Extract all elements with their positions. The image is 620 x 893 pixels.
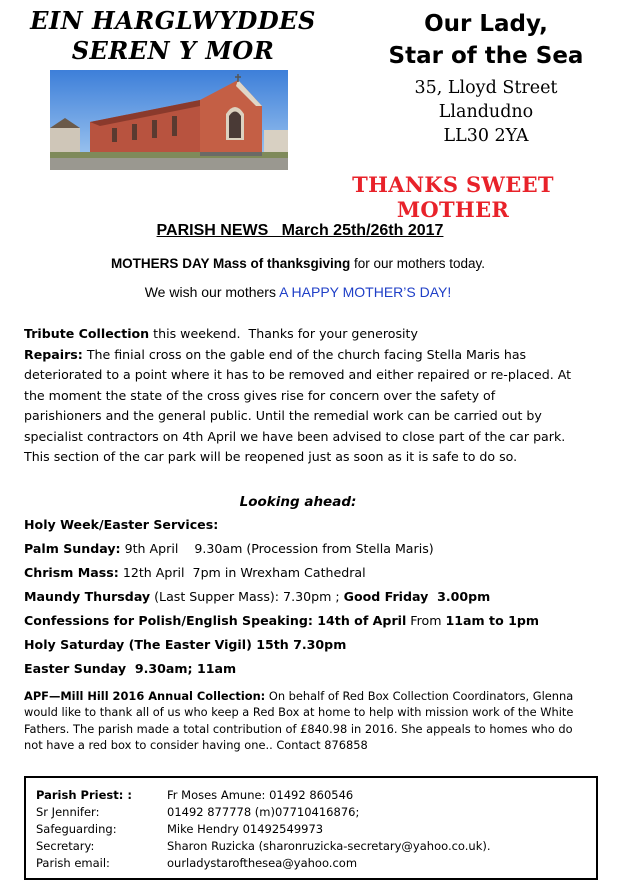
contact-label: Parish email: [36, 856, 110, 870]
address-line2: Llandudno [438, 102, 534, 122]
contact-label: Secretary: [36, 839, 95, 853]
apf-rest: On behalf of Red Box Collection Coordinators, Glenna would like to thank all of us who keep a Red Box at home to help with mission work of the White Fathers. The parish made a total contribution of £840.98 in 2016. She appeals to homes who do not have a red box to consider having one.. Contact 876858 [24, 689, 574, 753]
address-line3: LL30 2YA [443, 126, 529, 146]
service-chrism-mass [24, 563, 584, 587]
contact-value: Sharon Ruzicka (sharonruzicka-secretary@yahoo.co.uk). [167, 839, 491, 853]
good-friday-label: Good Friday 3.00pm [343, 589, 491, 604]
body-text [24, 324, 576, 468]
services-list [24, 515, 584, 683]
service-palm-sunday [24, 539, 584, 563]
service-maundy-thursday [24, 587, 584, 611]
looking-ahead-heading: Looking ahead: [239, 494, 357, 510]
contact-value: Mike Hendry 01492549973 [167, 822, 324, 836]
palm-sunday-detail: 9th April 9.30am (Procession from Stella Maris) [120, 541, 434, 556]
contact-value: Fr Moses Amune: 01492 860546 [167, 788, 354, 802]
mothers-wish-line [0, 284, 596, 300]
welsh-title-line1: EIN HARGLWYDDES [30, 6, 316, 35]
repairs-rest: The finial cross on the gable end of the church facing Stella Maris has deteriorated to a point where it has to be removed and either repaired or re-placed. At the moment the state of the cross gives rise for concern over the safety of parishioners and the general public. Until the remedial work can be carried out by specialist contractors on 4th April we have been advised to close part of the car park. This section of the car park will be reopened just as soon as it is safe to do so. [24, 346, 572, 464]
contact-row-safeguarding [36, 821, 586, 837]
contact-value: ourladystarofthesea@yahoo.com [167, 856, 358, 870]
confessions-label: Confessions for Polish/English Speaking: 14th of April [24, 613, 407, 628]
contact-box [24, 776, 598, 880]
parish-news-heading: PARISH NEWS March 25th/26th 2017 [156, 222, 444, 239]
service-easter-sunday [24, 659, 584, 683]
church-photo [50, 70, 288, 170]
chrism-mass-label: Chrism Mass: [24, 565, 119, 580]
contact-row-secretary [36, 838, 586, 854]
apf-paragraph [24, 688, 584, 754]
english-title [380, 8, 592, 72]
confessions-from: From [406, 613, 446, 628]
address-line1: 35, Lloyd Street [414, 78, 558, 98]
holy-saturday-label: Holy Saturday (The Easter Vigil) 15th 7.30pm [24, 637, 347, 652]
service-holy-saturday [24, 635, 584, 659]
services-heading [24, 515, 584, 539]
contact-row-priest [36, 787, 586, 803]
repairs-paragraph [24, 345, 576, 468]
tribute-paragraph [24, 324, 576, 345]
english-title-line1: Our Lady, [424, 11, 548, 37]
contact-label: Sr Jennifer: [36, 805, 100, 819]
maundy-thursday-detail: (Last Supper Mass): 7.30pm ; [150, 589, 344, 604]
tribute-rest: this weekend. Thanks for your generosity [149, 326, 418, 341]
mothers-day-bold: MOTHERS DAY Mass of thanksgiving [110, 256, 351, 271]
contact-row-email [36, 855, 586, 871]
wish-blue: A HAPPY MOTHER’S DAY! [279, 284, 452, 300]
contact-label: Safeguarding: [36, 822, 117, 836]
contact-value: 01492 877778 (m)07710416876; [167, 805, 360, 819]
mothers-day-line [0, 256, 596, 271]
contact-label: Parish Priest: : [36, 788, 132, 802]
welsh-title-line2: SEREN Y MOR [71, 36, 275, 65]
mothers-day-rest: for our mothers today. [350, 256, 486, 271]
services-heading-text: Holy Week/Easter Services: [24, 517, 219, 532]
thanks-banner: THANKS SWEET MOTHER [352, 172, 554, 222]
chrism-mass-detail: 12th April 7pm in Wrexham Cathedral [118, 565, 366, 580]
tribute-bold: Tribute Collection [24, 326, 150, 341]
wish-plain: We wish our mothers [144, 284, 280, 300]
palm-sunday-label: Palm Sunday: [24, 541, 121, 556]
apf-bold: APF—Mill Hill 2016 Annual Collection: [24, 689, 266, 703]
church-address [390, 76, 582, 148]
easter-sunday-label: Easter Sunday 9.30am; 11am [24, 661, 237, 676]
confessions-time: 11am to 1pm [445, 613, 540, 628]
welsh-title [18, 6, 328, 66]
contact-row-sister [36, 804, 586, 820]
service-confessions [24, 611, 584, 635]
maundy-thursday-label: Maundy Thursday [24, 589, 151, 604]
repairs-bold: Repairs: [24, 346, 83, 362]
english-title-line2: Star of the Sea [388, 43, 584, 69]
